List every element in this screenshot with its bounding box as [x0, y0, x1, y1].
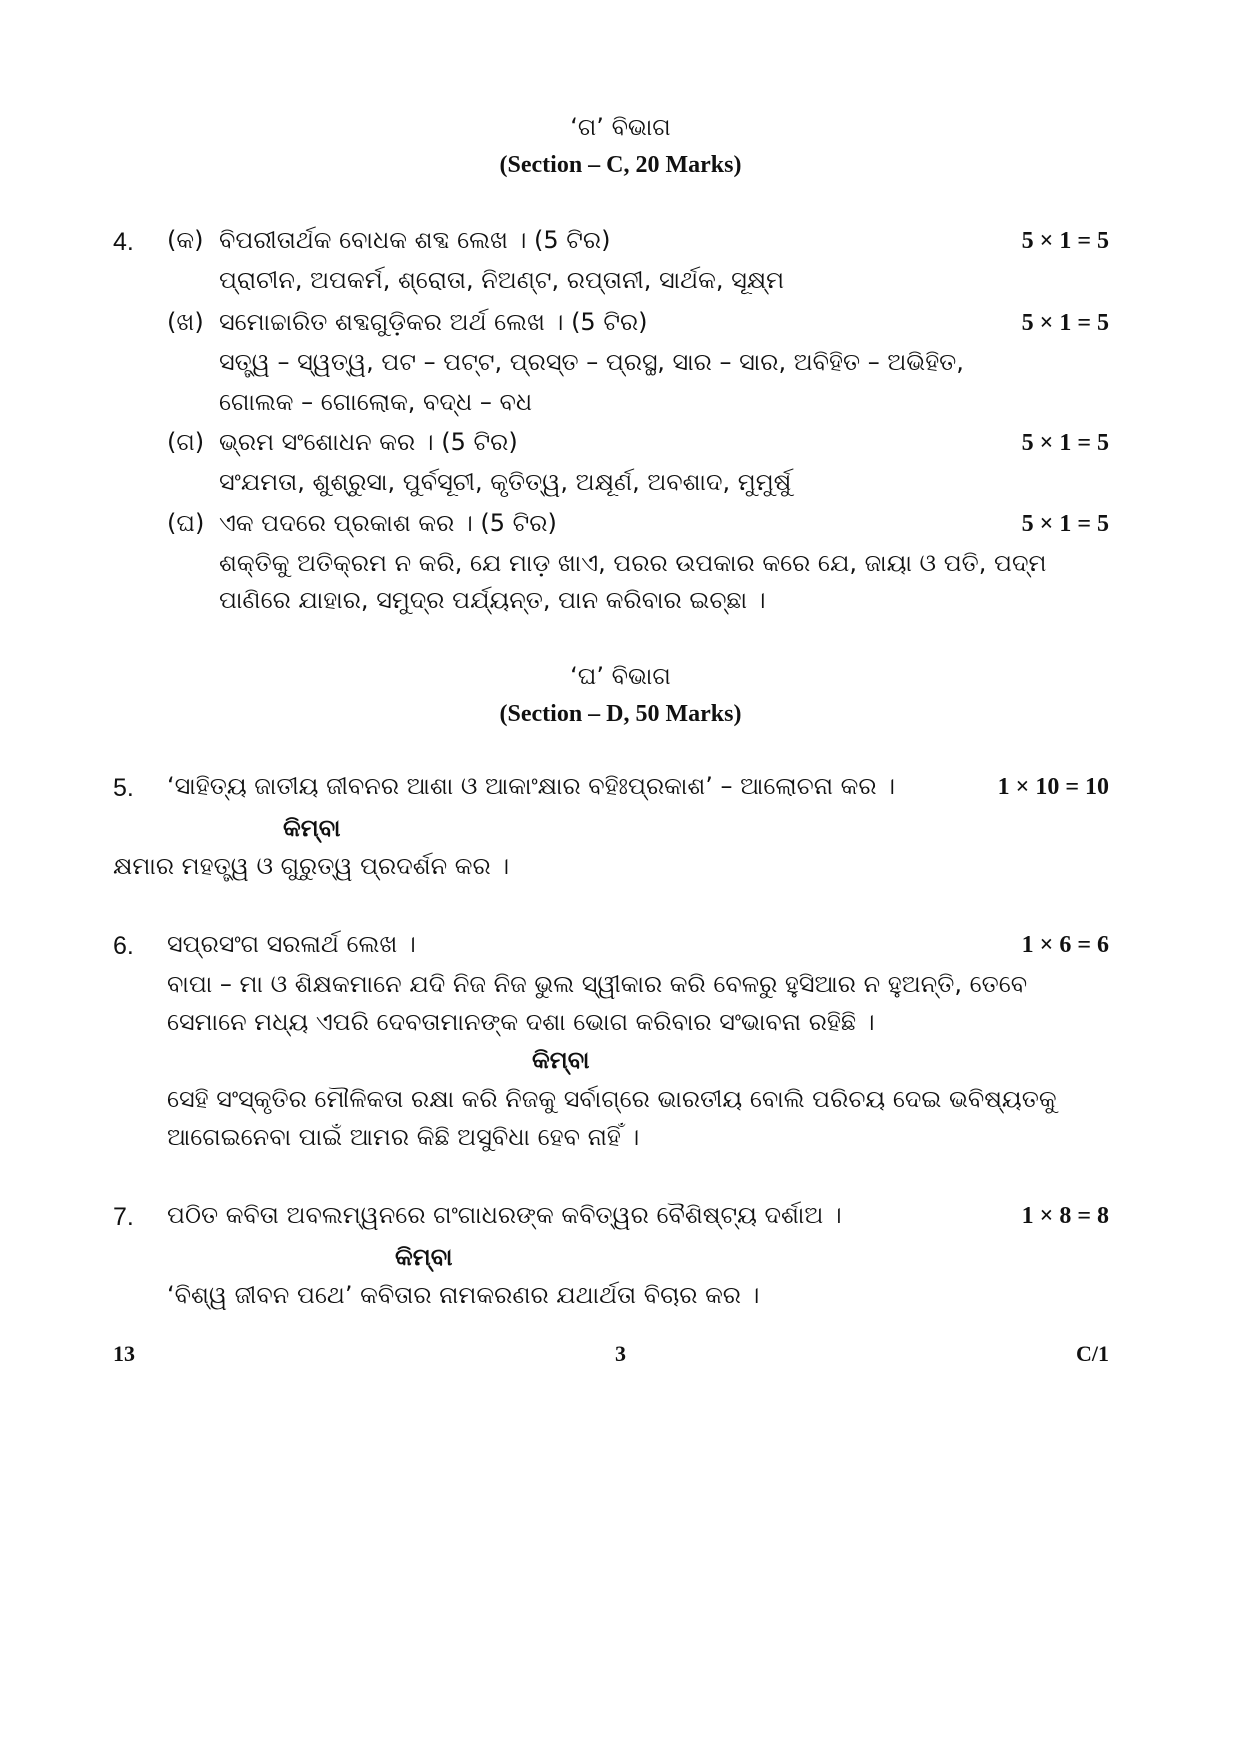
- question-number-4: 4.: [113, 228, 134, 256]
- q4c-label: (ଗ): [167, 428, 205, 456]
- q4b-words-line2: ଗୋଲକ – ଗୋଲୋକ, ବଦ୍ଧ – ବଧ: [219, 388, 533, 416]
- q5-marks: 1 × 10 = 10: [997, 774, 1109, 800]
- q4d-phrases-line1: ଶକ୍ତିକୁ ଅତିକ୍ରମ ନ କରି, ଯେ ମାଡ଼ ଖାଏ, ପରର ଉପକାର କରେ ଯେ, ଜାୟା ଓ ପତି, ପଦ୍ମ: [219, 549, 1047, 577]
- q4b-text: ସମୋଚ୍ଚାରିତ ଶବ୍ଦଗୁଡ଼ିକର ଅର୍ଥ ଲେଖ । (5 ଟିର): [219, 308, 648, 336]
- q7-text: ପଠିତ କବିତା ଅବଲମ୍ୱନରେ ଗଂଗାଧରଙ୍କ କବିତ୍ୱର ବୈଶିଷ୍ଟ୍ୟ ଦର୍ଶାଅ ।: [167, 1201, 842, 1229]
- q7-alternative: ‘ବିଶ୍ୱ ଜୀବନ ପଥେ’ କବିତାର ନାମକରଣର ଯଥାର୍ଥତା ବିଚାର କର ।: [167, 1281, 760, 1309]
- q4b-label: (ଖ): [167, 308, 204, 336]
- q5-alternative: କ୍ଷମାର ମହତ୍ତ୍ୱ ଓ ଗୁରୁତ୍ୱ ପ୍ରଦର୍ଶନ କର ।: [113, 852, 510, 880]
- q4c-marks: 5 × 1 = 5: [1021, 430, 1109, 456]
- q6-passage-line1: ବାପା – ମା ଓ ଶିକ୍ଷକମାନେ ଯଦି ନିଜ ନିଜ ଭୁଲ ସ୍ୱୀକାର କରି ବେଳରୁ ହୁସିଆର ନ ହୁଅନ୍ତି, ତେବେ: [167, 970, 1028, 998]
- q6-marks: 1 × 6 = 6: [1021, 932, 1109, 958]
- footer-code-left: 13: [113, 1341, 135, 1366]
- q4a-marks: 5 × 1 = 5: [1021, 228, 1109, 254]
- section-c-subtitle: (Section – C, 20 Marks): [499, 152, 742, 178]
- footer-code-right: C/1: [1076, 1341, 1109, 1366]
- q4d-label: (ଘ): [167, 509, 205, 537]
- q4a-words: ପ୍ରାଚୀନ, ଅପକର୍ମ, ଶ୍ରୋତା, ନିଅଣ୍ଟ, ରପ୍ତାନୀ, ସାର୍ଥକ, ସୂକ୍ଷ୍ମ: [219, 266, 785, 294]
- q4b-words-line1: ସତ୍ତ୍ୱ – ସ୍ୱତ୍ୱ, ପଟ – ପଟ୍ଟ, ପ୍ରସ୍ତ – ପ୍ରସ୍ଥ, ସାର – ସାର, ଅବିହିତ – ଅଭିହିତ,: [219, 348, 964, 376]
- q7-marks: 1 × 8 = 8: [1021, 1203, 1109, 1229]
- section-d-title: ‘ଘ’ ବିଭାଗ: [570, 662, 671, 690]
- q6-or-label: କିମ୍ବା: [532, 1046, 590, 1074]
- q7-or-label: କିମ୍ବା: [395, 1243, 453, 1271]
- q5-text: ‘ସାହିତ୍ୟ ଜାତୀୟ ଜୀବନର ଆଶା ଓ ଆକାଂକ୍ଷାର ବହିଃପ୍ରକାଶ’ – ଆଲୋଚନା କର ।: [167, 772, 896, 800]
- q5-or-label: କିମ୍ବା: [283, 814, 341, 842]
- q6-passage-line4: ଆଗେଇନେବା ପାଇଁ ଆମର କିଛି ଅସୁବିଧା ହେବ ନାହିଁ ।: [167, 1123, 640, 1151]
- q4c-text: ଭ୍ରମ ସଂଶୋଧନ କର । (5 ଟିର): [219, 428, 518, 456]
- q4b-marks: 5 × 1 = 5: [1021, 310, 1109, 336]
- section-d-subtitle: (Section – D, 50 Marks): [499, 701, 742, 727]
- question-number-7: 7.: [113, 1203, 134, 1231]
- section-c-title: ‘ଗ’ ବିଭାଗ: [570, 113, 671, 141]
- q4d-phrases-line2: ପାଣିରେ ଯାହାର, ସମୁଦ୍ର ପର୍ଯ୍ୟନ୍ତ, ପାନ କରିବାର ଇଚ୍ଛା ।: [219, 586, 766, 614]
- q4d-marks: 5 × 1 = 5: [1021, 511, 1109, 537]
- page-number: 3: [615, 1341, 626, 1366]
- q4c-words: ସଂଯମତା, ଶୁଶ୍ରୁସା, ପୁର୍ବସୂଚୀ, କୃତିତ୍ୱ, ଅକ୍ଷୂର୍ଣ, ଅବଶାଦ, ମୁମୁର୍ଷୁ: [219, 468, 792, 496]
- q4d-text: ଏକ ପଦରେ ପ୍ରକାଶ କର । (5 ଟିର): [219, 509, 557, 537]
- q4a-text: ବିପରୀତାର୍ଥକ ବୋଧକ ଶବ୍ଦ ଲେଖ । (5 ଟିର): [219, 226, 611, 254]
- q4a-label: (କ): [167, 226, 204, 254]
- question-number-5: 5.: [113, 774, 134, 802]
- q6-passage-line2: ସେମାନେ ମଧ୍ୟ ଏପରି ଦେବତାମାନଙ୍କ ଦଶା ଭୋଗ କରିବାର ସଂଭାବନା ରହିଛି ।: [167, 1008, 875, 1036]
- q6-text: ସପ୍ରସଂଗ ସରଳାର୍ଥ ଲେଖ ।: [167, 930, 416, 958]
- question-number-6: 6.: [113, 932, 134, 960]
- q6-passage-line3: ସେହି ସଂସ୍କୃତିର ମୌଳିକତା ରକ୍ଷା କରି ନିଜକୁ ସର୍ବାଗ୍ରେ ଭାରତୀୟ ବୋଲି ପରିଚୟ ଦେଇ ଭବିଷ୍ୟତକୁ: [167, 1085, 1057, 1113]
